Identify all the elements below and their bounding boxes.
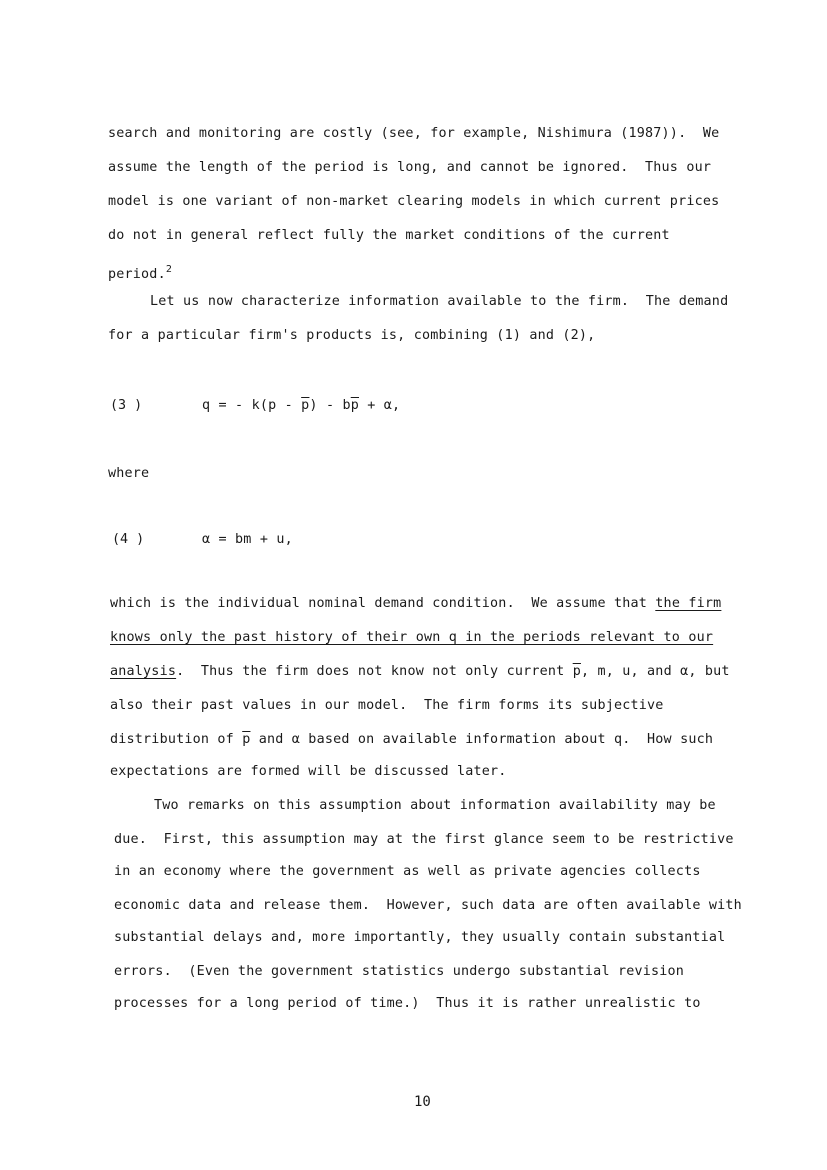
underlined-text: knows only the past history of their own q in the periods relevant to our	[110, 630, 714, 645]
equation-number: (4 )	[112, 532, 145, 547]
equation-number: (3 )	[110, 398, 143, 413]
where-label: where	[108, 466, 150, 481]
text-line	[108, 260, 172, 285]
footnote-mark: 2	[165, 264, 173, 275]
text-fragment: distribution of	[110, 732, 243, 747]
page-number: 10	[414, 1094, 431, 1110]
text-line: errors. (Even the government statistics undergo substantial revision	[114, 964, 685, 979]
text-line	[110, 662, 730, 682]
equation-4: α = bm + u,	[202, 532, 293, 547]
text-line: search and monitoring are costly (see, for example, Nishimura (1987)). We	[108, 126, 720, 141]
text-line: for a particular firm's products is, combining (1) and (2),	[108, 328, 596, 343]
equation-fragment: ) - b	[309, 398, 351, 413]
equation-fragment: q = - k(p -	[202, 398, 302, 413]
text-line: also their past values in our model. The firm forms its subjective	[110, 698, 664, 713]
p-bar-symbol: $\overline{p}$	[242, 732, 251, 747]
text-line: Two remarks on this assumption about information availability may be	[154, 798, 716, 813]
text-fragment: which is the individual nominal demand condition. We assume that	[110, 596, 656, 611]
p-bar-symbol: $\overline{p}$	[572, 664, 581, 679]
underlined-text: analysis	[110, 664, 177, 679]
equation-3	[202, 396, 400, 416]
text-line	[110, 594, 721, 614]
text-fragment: period.	[108, 267, 166, 282]
text-line: processes for a long period of time.) Thus it is rather unrealistic to	[114, 996, 701, 1011]
p-bar-symbol: $\overline{p}$	[301, 398, 310, 413]
text-fragment: and α based on available information about q. How such	[250, 732, 714, 747]
text-fragment: . Thus the firm does not know not only current	[176, 664, 573, 679]
text-line: in an economy where the government as well as private agencies collects	[114, 864, 701, 879]
text-line: expectations are formed will be discussed later.	[110, 764, 507, 779]
text-fragment: , m, u, and α, but	[580, 664, 730, 679]
text-line: do not in general reflect fully the market conditions of the current	[108, 228, 670, 243]
text-line	[110, 730, 713, 750]
p-bar-symbol: $\overline{p}$	[350, 398, 359, 413]
text-line: model is one variant of non-market clearing models in which current prices	[108, 194, 720, 209]
underlined-text: the firm	[655, 596, 722, 611]
text-line: economic data and release them. However, such data are often available with	[114, 898, 742, 913]
text-line: Let us now characterize information available to the firm. The demand	[150, 294, 729, 309]
text-line: due. First, this assumption may at the first glance seem to be restrictive	[114, 832, 734, 847]
text-line: assume the length of the period is long, and cannot be ignored. Thus our	[108, 160, 712, 175]
equation-fragment: + α,	[359, 398, 401, 413]
text-line: substantial delays and, more importantly, they usually contain substantial	[114, 930, 726, 945]
